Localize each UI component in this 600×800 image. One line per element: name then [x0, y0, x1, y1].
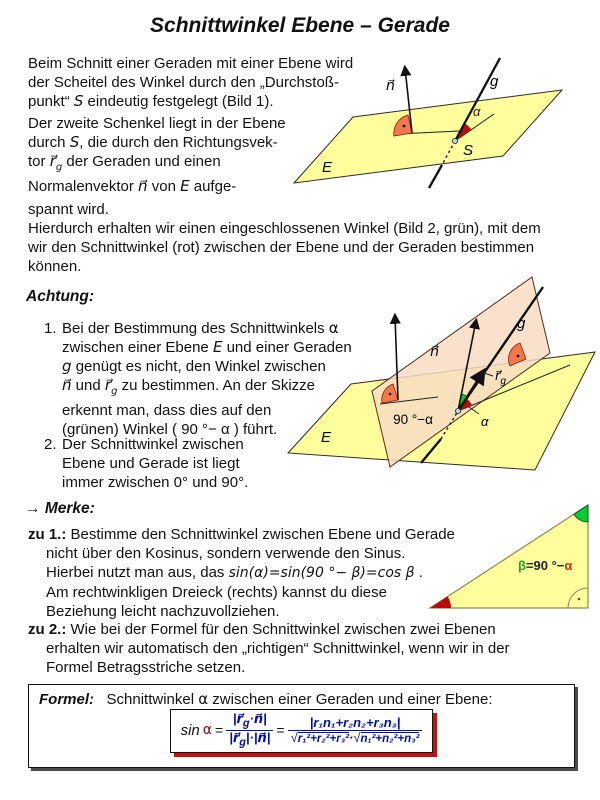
text-segment: Hierdurch erhalten wir einen eingeschlossenen Winkel (Bild 2, grün), mit dem	[28, 220, 541, 237]
text-line	[28, 200, 286, 219]
text-segment: können.	[28, 258, 82, 275]
text-segment: Bestimme den Schnittwinkel zwischen Ebene und Gerade	[70, 526, 455, 543]
symbol-e: E	[180, 177, 190, 195]
list-item-2	[44, 435, 248, 492]
abs-bar: |	[266, 729, 271, 745]
math-expression: sin(α)=sin(90 °− β)=cos β	[228, 565, 415, 581]
formula-row	[29, 709, 574, 753]
text-line	[28, 219, 541, 238]
text-segment: und	[71, 377, 105, 394]
abs-bar: |	[232, 711, 237, 726]
zu1-paragraph	[28, 525, 455, 621]
abs-bar: |	[396, 715, 401, 731]
subscript-g: g	[111, 386, 118, 397]
fraction-numerator	[230, 712, 270, 730]
label-alpha: α	[481, 414, 489, 429]
zu1-label: zu 1.:	[28, 526, 67, 543]
formula-box	[28, 684, 575, 768]
arrow-glyph: →	[25, 500, 41, 517]
text-segment: zu bestimmen. An der Skizze	[117, 377, 316, 394]
vector-n: n⃗	[138, 177, 148, 195]
subscript-g: g	[55, 162, 63, 173]
merke-heading	[25, 500, 95, 518]
vector-rg	[104, 376, 118, 397]
right-angle-dot	[403, 125, 406, 128]
text-line	[46, 658, 510, 677]
text-line	[28, 238, 541, 257]
dot-operator: ·	[349, 729, 354, 745]
label-n-vector: n⃗	[430, 343, 439, 359]
radicand-r: r₁²+r₂²+r₃²	[297, 732, 350, 745]
abs-bar: |	[245, 729, 250, 745]
list-number: 1.	[44, 320, 57, 337]
list-number: 2.	[44, 436, 57, 453]
formel-label: Formel:	[39, 691, 95, 708]
page-title: Schnittwinkel Ebene – Gerade	[150, 14, 450, 37]
text-segment: eindeutig festgelegt (Bild 1).	[83, 93, 274, 110]
text-segment: zwischen einer Geraden und einer Ebene:	[208, 691, 493, 708]
equals-sign: =	[276, 722, 285, 739]
label-s: S	[463, 142, 474, 159]
sqrt-sign: √	[353, 729, 361, 745]
vector-r: r⃗	[236, 711, 243, 726]
vector-r: r⃗	[495, 368, 501, 383]
text-segment: Formel Betragsstriche setzen.	[46, 659, 246, 676]
text-segment: Normalenvektor	[28, 178, 139, 195]
text-segment: punkt“	[28, 93, 74, 110]
triangle-angle-label	[518, 558, 572, 573]
text-segment: wir den Schnittwinkel (rot) zwischen der Ebene und der Geraden bestimmen	[28, 239, 535, 256]
text-segment: der Scheitel des Winkel durch den „Durchstoß-	[28, 74, 339, 91]
right-angle-dot	[578, 598, 581, 601]
text-line	[28, 620, 510, 639]
abs-bar: |	[253, 729, 258, 745]
text-segment: erhalten wir automatisch den „richtigen“ Schnittwinkel, wenn wir in der	[46, 640, 510, 657]
symbol-s: S	[69, 133, 80, 151]
symbol-alpha: α	[202, 722, 213, 739]
right-angle-dot	[389, 393, 392, 396]
fraction-vectors	[226, 712, 273, 749]
fraction-components	[288, 716, 423, 745]
vector-n: n⃗	[257, 729, 267, 745]
bild2-diagram	[283, 256, 600, 494]
label-alpha: α	[473, 104, 481, 119]
sin-token: sin	[180, 721, 200, 739]
symbol-s: S	[73, 92, 84, 110]
text-line	[28, 152, 286, 177]
text-segment: Am rechtwinkligen Dreieck (rechts) kannst du diese	[46, 584, 387, 601]
text-segment: von	[147, 178, 181, 195]
text-segment: , die durch den Richtungsvek-	[79, 134, 278, 151]
label-90-minus-alpha: 90 °−α	[393, 412, 433, 427]
symbol-alpha: α	[328, 319, 339, 337]
angle-alpha-wedge	[430, 597, 451, 609]
abs-bar: |	[229, 729, 233, 745]
formula-inner-box	[170, 709, 434, 753]
radicand-n: n₁²+n₂²+n₃²	[360, 732, 420, 745]
text-line	[28, 133, 286, 152]
symbol-e: E	[212, 338, 223, 356]
fraction-denominator	[288, 730, 423, 745]
fraction-numerator	[307, 716, 404, 730]
label-n-vector: n⃗	[386, 77, 395, 93]
vector-rg	[49, 152, 63, 173]
vector-n: n⃗	[253, 711, 264, 726]
label-e: E	[322, 159, 333, 176]
text-segment: .	[414, 564, 423, 581]
list-item-body	[62, 435, 248, 492]
vector-r: r⃗	[49, 152, 56, 170]
text-segment: durch	[28, 134, 70, 151]
text-line	[46, 563, 455, 583]
dot-operator: ·	[249, 729, 254, 745]
dot-operator: ·	[249, 711, 254, 726]
text-segment: immer zwischen 0° und 90°.	[62, 474, 249, 491]
text-segment: spannt wird.	[28, 201, 109, 218]
vector-r: r⃗	[232, 729, 240, 745]
abs-bar: |	[263, 711, 267, 726]
right-angle-dot	[517, 355, 520, 358]
line-g-below	[429, 165, 442, 188]
text-segment: Beim Schnitt einer Geraden mit einer Ebene wird	[28, 55, 354, 72]
subscript-g: g	[500, 376, 506, 387]
text-segment: nicht über den Kosinus, sondern verwende den Sinus.	[46, 545, 406, 562]
text-line	[62, 435, 248, 454]
bild1-diagram	[288, 48, 598, 220]
text-segment: genügt es nicht, den Winkel zwischen	[71, 358, 326, 375]
symbol-alpha: α	[198, 690, 209, 708]
text-segment: der Geraden und einen	[62, 153, 221, 170]
text-segment: tor	[28, 153, 50, 170]
text-line	[28, 114, 286, 133]
intro-paragraph-2	[28, 114, 286, 219]
plane-e-shape	[294, 90, 562, 183]
formula-expression	[181, 712, 423, 749]
symbol-alpha: α	[564, 558, 573, 573]
text-segment: Beziehung leicht nachzuvollziehen.	[46, 603, 280, 620]
subscript-g: g	[242, 717, 250, 730]
text-segment: aufge-	[189, 178, 237, 195]
text-segment: zwischen einer Ebene	[62, 339, 213, 356]
vector-r: r⃗	[104, 376, 112, 394]
text-segment: Schnittwinkel	[106, 691, 199, 708]
subscript-g: g	[239, 736, 246, 749]
vector-n: n⃗	[62, 376, 72, 394]
point-s-dot	[452, 138, 457, 143]
right-triangle-shape	[430, 505, 588, 608]
text-segment: (grünen) Winkel ( 90 °− α ) führt.	[62, 421, 278, 438]
achtung-heading: Achtung:	[26, 288, 95, 305]
sqrt-sign: √	[290, 729, 298, 745]
point-s-dot	[455, 408, 460, 413]
text-line	[28, 525, 455, 544]
text-segment: Bei der Bestimmung des Schnittwinkels	[62, 320, 329, 337]
zu2-paragraph	[28, 620, 510, 677]
label-g: g	[517, 315, 526, 332]
text-segment: erkennt man, dass dies auf den	[62, 402, 272, 419]
text-line	[46, 544, 455, 563]
triangle-diagram	[428, 500, 593, 615]
abs-bar: |	[309, 715, 314, 731]
text-segment: und einer Geraden	[222, 339, 352, 356]
formula-header	[29, 685, 574, 708]
dot-product-expansion: r₁n₁+r₂n₂+r₃n₃	[313, 715, 397, 731]
text-segment: Der Schnittwinkel zwischen	[62, 436, 244, 453]
text-line	[46, 583, 455, 602]
text-line	[62, 473, 248, 492]
text-line	[46, 639, 510, 658]
text-line	[62, 454, 248, 473]
equals-expression: =90 °−	[525, 558, 565, 573]
symbol-g: g	[62, 357, 72, 375]
text-line	[46, 602, 455, 621]
text-segment: Der zweite Schenkel liegt in der Ebene	[28, 115, 286, 132]
text-segment: Wie bei der Formel für den Schnittwinkel zwischen zwei Ebenen	[70, 621, 496, 638]
zu2-label: zu 2.:	[28, 621, 67, 638]
label-e: E	[321, 429, 332, 446]
merke-label: Merke:	[44, 500, 95, 517]
text-segment: Hierbei nutzt man aus, das	[46, 564, 229, 581]
fraction-denominator	[226, 730, 273, 749]
text-line	[28, 177, 286, 196]
text-segment: Ebene und Gerade ist liegt	[62, 455, 240, 472]
label-g: g	[490, 73, 499, 90]
equals-sign: =	[215, 722, 224, 739]
symbol-beta: β	[518, 558, 526, 573]
